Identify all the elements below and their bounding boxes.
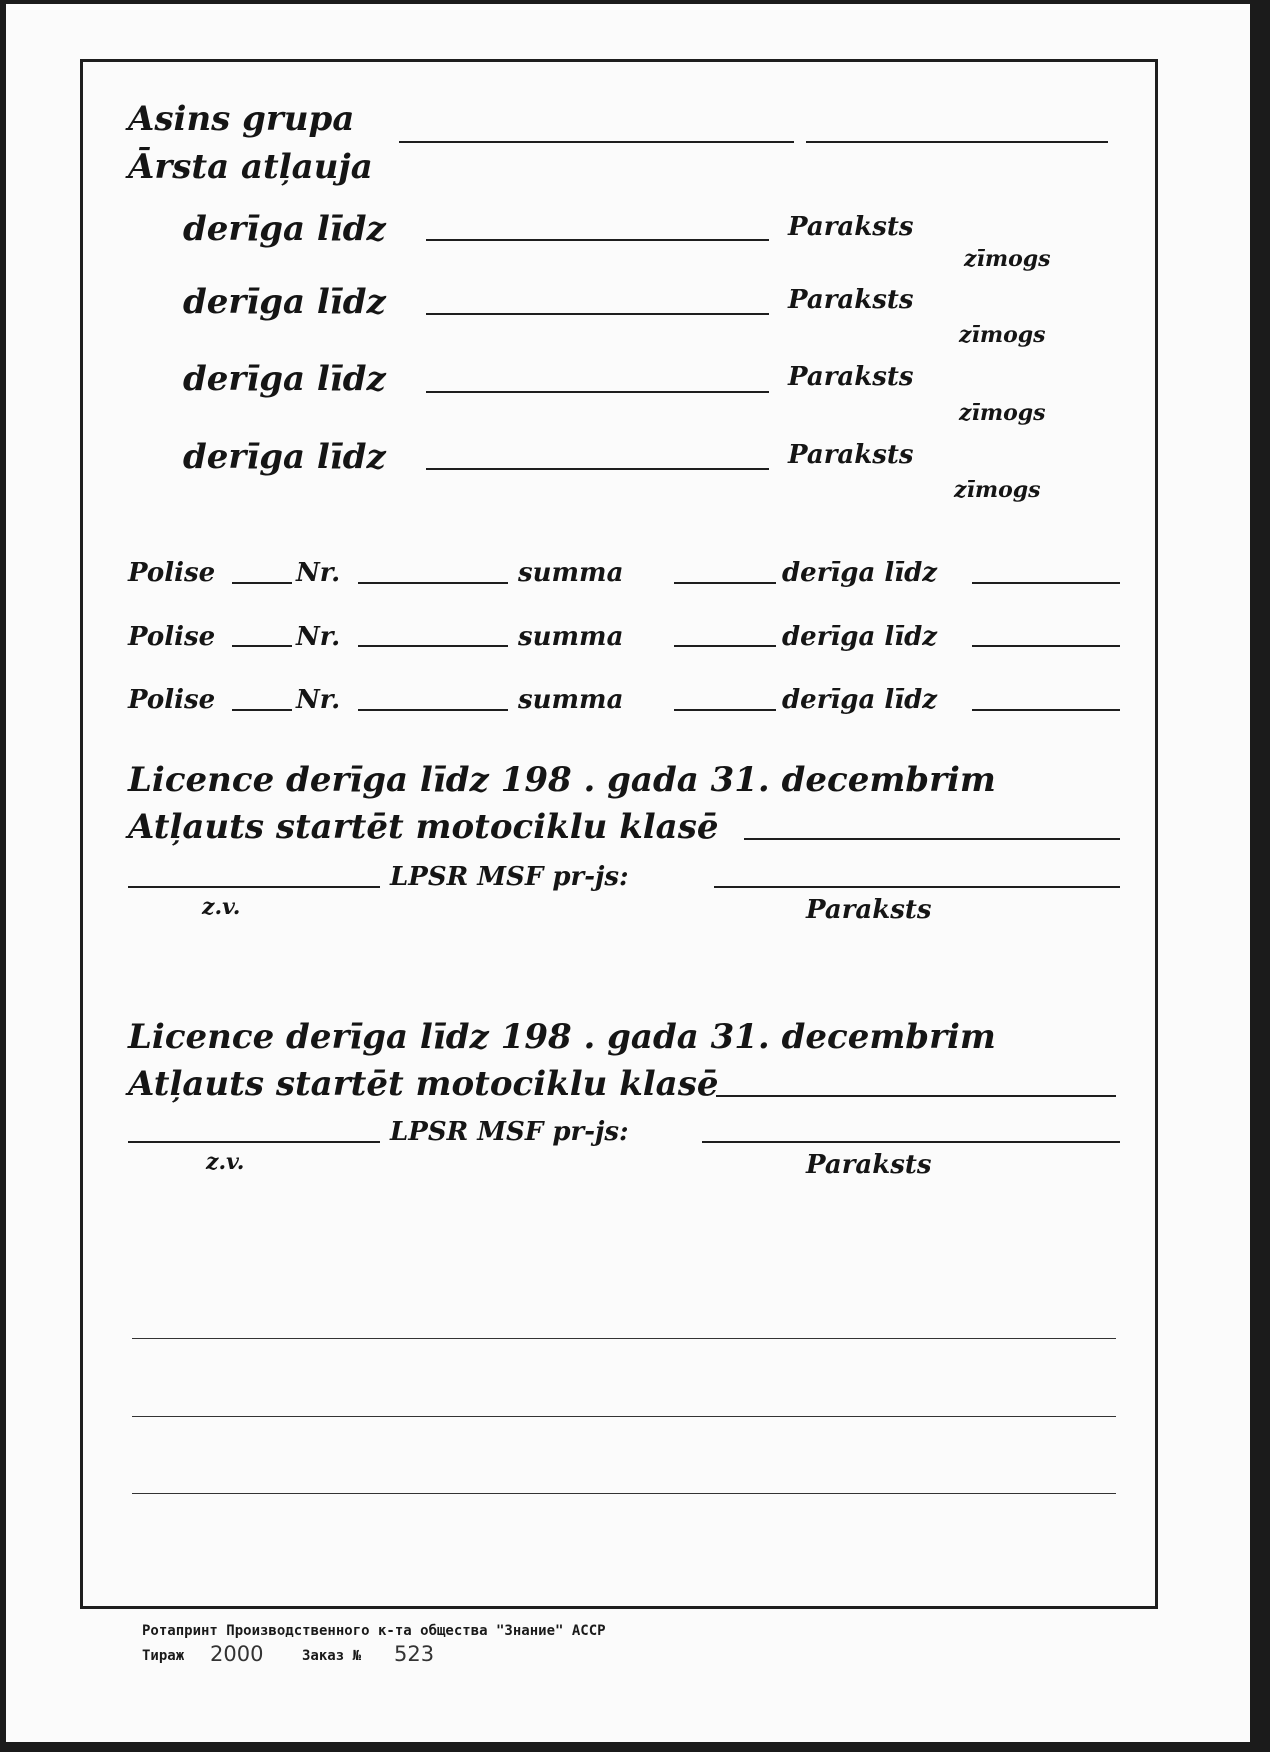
licence-stamp-field[interactable] <box>128 886 380 888</box>
stamp-label: zīmogs <box>964 246 1051 272</box>
blank-line[interactable] <box>132 1493 1116 1494</box>
policy-valid-until-label: derīga līdz <box>782 685 938 715</box>
policy-valid-until-field[interactable] <box>972 582 1120 584</box>
blood-group-label: Asins grupa <box>128 99 355 139</box>
licence-class-label: Atļauts startēt motociklu klasē <box>128 807 719 847</box>
policy-field[interactable] <box>232 709 292 711</box>
doctor-valid-until-field[interactable] <box>426 313 769 315</box>
doctor-permit-label: Ārsta atļauja <box>128 147 373 187</box>
policy-number-label: Nr. <box>296 622 341 652</box>
print-run-label: Тираж <box>142 1648 185 1664</box>
policy-number-field[interactable] <box>358 709 508 711</box>
blood-group-field-2[interactable] <box>806 141 1108 143</box>
licence-class-label: Atļauts startēt motociklu klasē <box>128 1064 719 1104</box>
policy-label: Polise <box>128 558 216 588</box>
policy-sum-field[interactable] <box>674 645 776 647</box>
doctor-valid-until-field[interactable] <box>426 239 769 241</box>
doctor-valid-until-label: derīga līdz <box>183 437 386 477</box>
policy-number-field[interactable] <box>358 645 508 647</box>
blank-line[interactable] <box>132 1416 1116 1417</box>
licence-org-label: LPSR MSF pr-js: <box>390 862 629 892</box>
policy-label: Polise <box>128 622 216 652</box>
licence-valid-line: Licence derīga līdz 198 . gada 31. decembrim <box>128 760 996 800</box>
licence-org-label: LPSR MSF pr-js: <box>390 1117 629 1147</box>
policy-number-field[interactable] <box>358 582 508 584</box>
policy-sum-field[interactable] <box>674 582 776 584</box>
licence-stamp-field[interactable] <box>128 1141 380 1143</box>
stamp-label: zīmogs <box>954 477 1041 503</box>
stamp-label: zīmogs <box>959 322 1046 348</box>
signature-label: Paraksts <box>806 1150 932 1180</box>
printer-imprint: Ротапринт Производственного к-та общества "Знание" АССР <box>142 1623 606 1639</box>
policy-valid-until-field[interactable] <box>972 645 1120 647</box>
signature-label: Paraksts <box>788 285 914 315</box>
licence-class-field[interactable] <box>744 838 1120 840</box>
doctor-valid-until-label: derīga līdz <box>183 282 386 322</box>
stamp-label: zīmogs <box>959 400 1046 426</box>
doctor-valid-until-field[interactable] <box>426 468 769 470</box>
stamp-place-label: z.v. <box>206 1149 245 1175</box>
policy-valid-until-label: derīga līdz <box>782 622 938 652</box>
policy-valid-until-label: derīga līdz <box>782 558 938 588</box>
signature-label: Paraksts <box>788 440 914 470</box>
document-page <box>6 4 1250 1742</box>
policy-sum-label: summa <box>518 622 624 652</box>
order-number-label: Заказ № <box>302 1648 362 1664</box>
signature-label: Paraksts <box>788 212 914 242</box>
policy-sum-field[interactable] <box>674 709 776 711</box>
policy-number-label: Nr. <box>296 558 341 588</box>
licence-signature-field[interactable] <box>714 886 1120 888</box>
licence-valid-line: Licence derīga līdz 198 . gada 31. decembrim <box>128 1017 996 1057</box>
licence-class-field[interactable] <box>716 1095 1116 1097</box>
policy-sum-label: summa <box>518 558 624 588</box>
policy-field[interactable] <box>232 645 292 647</box>
policy-label: Polise <box>128 685 216 715</box>
print-run-value: 2000 <box>210 1642 264 1666</box>
doctor-valid-until-label: derīga līdz <box>183 209 386 249</box>
blood-group-field[interactable] <box>399 141 794 143</box>
doctor-valid-until-label: derīga līdz <box>183 359 386 399</box>
doctor-valid-until-field[interactable] <box>426 391 769 393</box>
order-number-value: 523 <box>394 1642 435 1666</box>
policy-valid-until-field[interactable] <box>972 709 1120 711</box>
policy-number-label: Nr. <box>296 685 341 715</box>
signature-label: Paraksts <box>788 362 914 392</box>
licence-signature-field[interactable] <box>702 1141 1120 1143</box>
blank-line[interactable] <box>132 1338 1116 1339</box>
policy-field[interactable] <box>232 582 292 584</box>
policy-sum-label: summa <box>518 685 624 715</box>
stamp-place-label: z.v. <box>202 894 241 920</box>
signature-label: Paraksts <box>806 895 932 925</box>
